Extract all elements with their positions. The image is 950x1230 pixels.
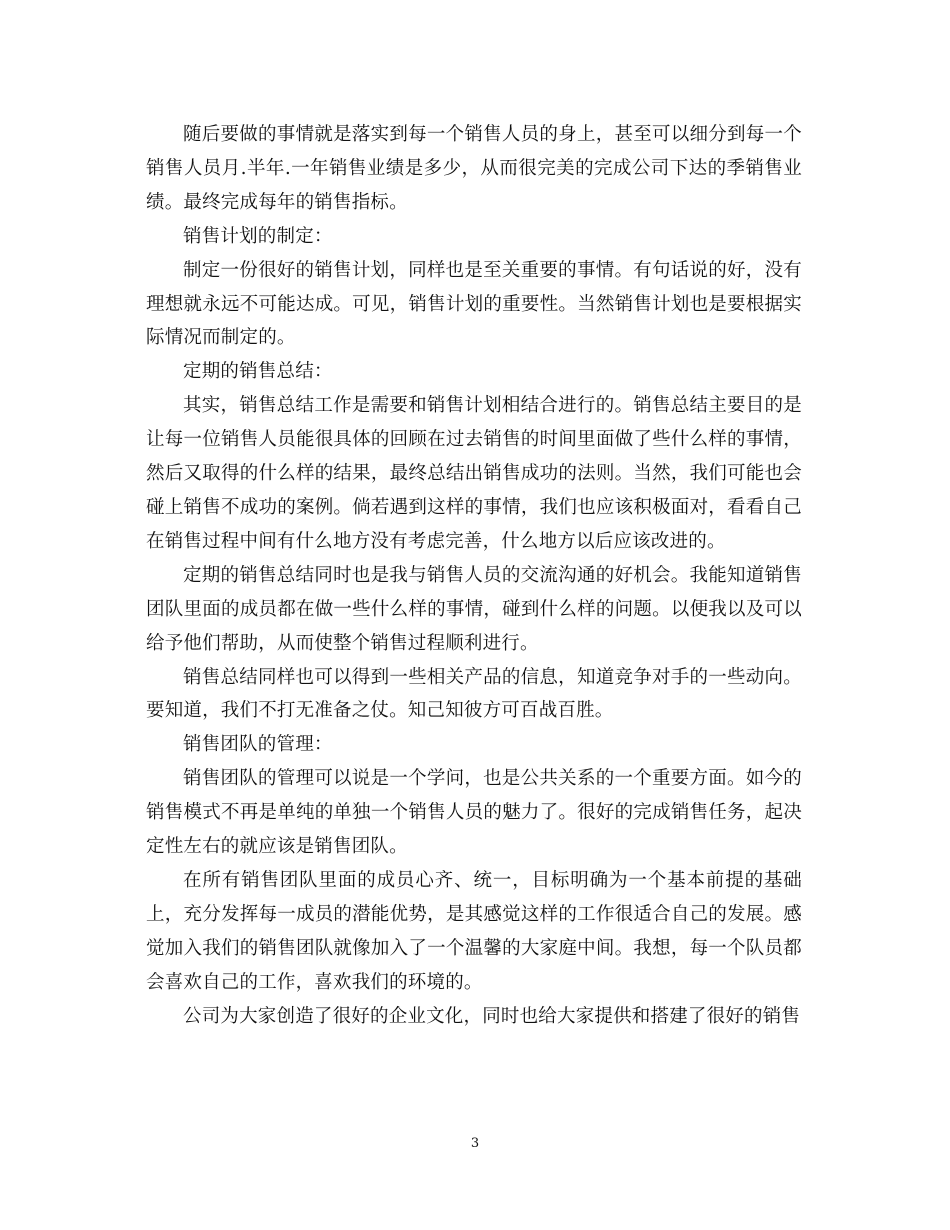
section-heading: 销售团队的管理： <box>183 734 333 756</box>
paragraph: 定期的销售总结同时也是我与销售人员的交流沟通的好机会。我能知道销售团队里面的成员都在做一些什么样的事情，碰到什么样的问题。以便我以及可以给予他们帮助，从而使整个销售过程顺利进行。 <box>146 564 802 654</box>
paragraph: 公司为大家创造了很好的企业文化，同时也给大家提供和搭建了很好的销售 <box>183 1005 801 1027</box>
paragraph: 销售总结同样也可以得到一些相关产品的信息，知道竞争对手的一些动向。要知道，我们不打无准备之仗。知己知彼方可百战百胜。 <box>146 666 802 722</box>
paragraph: 其实，销售总结工作是需要和销售计划相结合进行的。销售总结主要目的是让每一位销售人员能很具体的回顾在过去销售的时间里面做了些什么样的事情，然后又取得的什么样的结果，最终总结出销售成功的法则。当然，我们可能也会碰上销售不成功的案例。倘若遇到这样的事情，我们也应该积极面对，看看自己在销售过程中间有什么地方没有考虑完善，什么地方以后应该改进的。 <box>146 395 802 552</box>
paragraph: 销售团队的管理可以说是一个学问，也是公共关系的一个重要方面。如今的销售模式不再是单纯的单独一个销售人员的魅力了。很好的完成销售任务，起决定性左右的就应该是销售团队。 <box>146 768 802 858</box>
paragraph: 制定一份很好的销售计划，同样也是至关重要的事情。有句话说的好，没有理想就永远不可能达成。可见，销售计划的重要性。当然销售计划也是要根据实际情况而制定的。 <box>146 259 802 349</box>
body-text <box>146 118 802 1033</box>
section-heading: 定期的销售总结： <box>183 361 333 383</box>
paragraph: 在所有销售团队里面的成员心齐、统一，目标明确为一个基本前提的基础上，充分发挥每一成员的潜能优势，是其感觉这样的工作很适合自己的发展。感觉加入我们的销售团队就像加入了一个温馨的大家庭中间。我想，每一个队员都会喜欢自己的工作，喜欢我们的环境的。 <box>146 869 802 993</box>
page-number: 3 <box>470 1136 480 1151</box>
paragraph: 随后要做的事情就是落实到每一个销售人员的身上，甚至可以细分到每一个销售人员月.半年.一年销售业绩是多少，从而很完美的完成公司下达的季销售业绩。最终完成每年的销售指标。 <box>146 124 802 213</box>
section-heading: 销售计划的制定： <box>183 225 333 247</box>
